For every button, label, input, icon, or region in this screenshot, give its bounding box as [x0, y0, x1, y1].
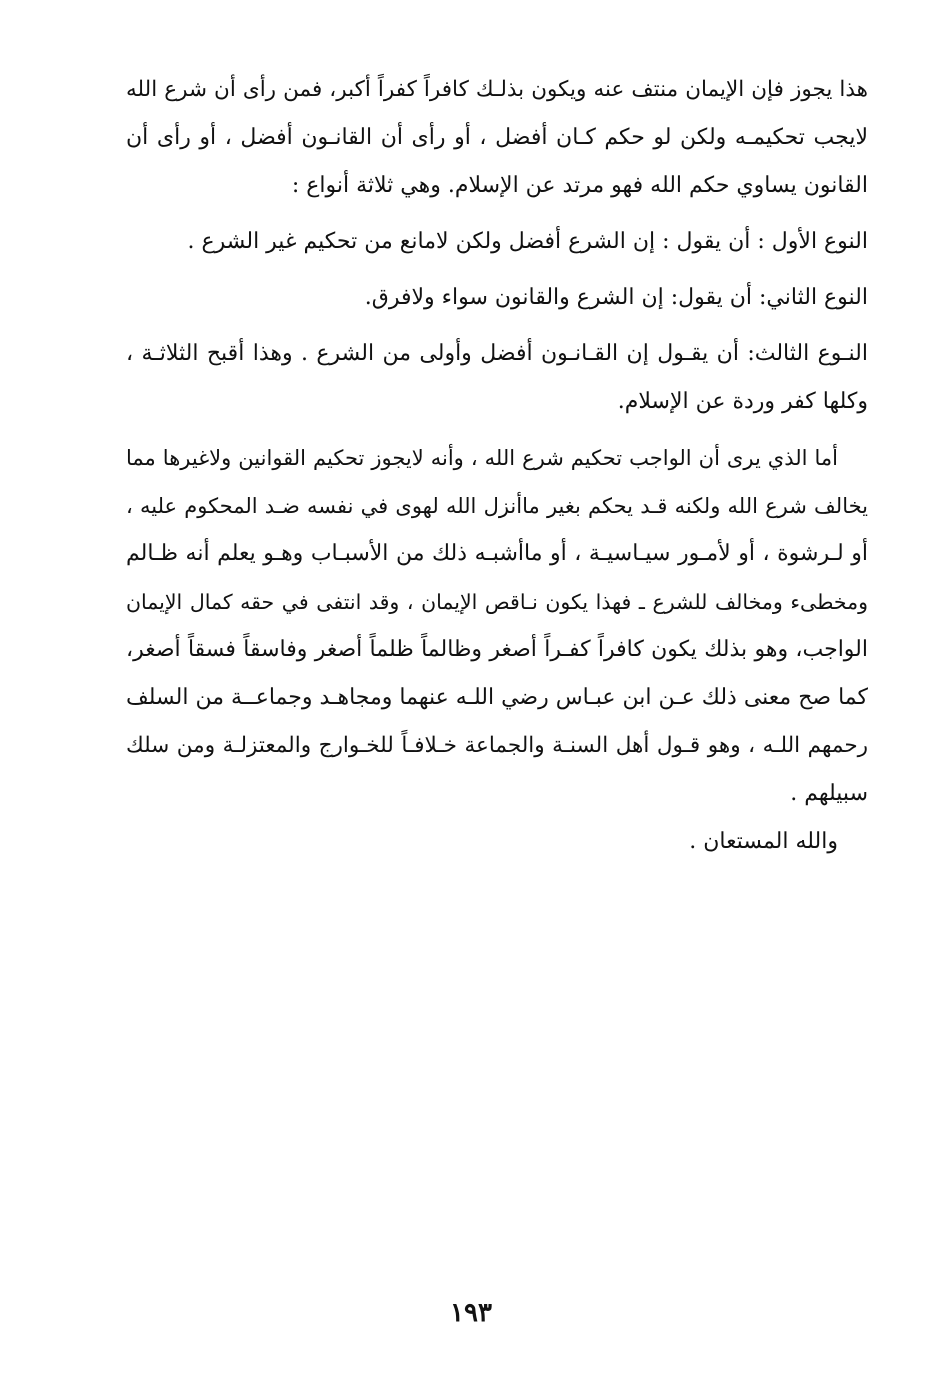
text-line: يخالف شرع الله ولكنه قـد يحكم بغير ماأنزل الله لهوى في نفسه ضـد المحكوم عليه ، [126, 494, 868, 518]
text-line: القانون يساوي حكم الله فهو مرتد عن الإسلام. وهي ثلاثة أنواع : [291, 173, 868, 198]
text-line: النـوع الثالث: أن يقـول إن القـانـون أفضل وأولى من الشرع . وهذا أقبح الثلاثـة ، [126, 341, 868, 366]
text-line: والله المستعان . [689, 829, 838, 854]
text-line: كما صح معنى ذلك عـن ابن عبـاس رضي اللـه عنهما ومجاهـد وجماعــة من السلف [126, 685, 868, 710]
text-line: رحمهم اللـه ، وهو قـول أهل السنـة والجماعة خـلافـاً للخـوارج والمعتزلـة ومن سلك [126, 733, 868, 758]
page-body [126, 66, 868, 866]
text-line: أما الذي يرى أن الواجب تحكيم شرع الله ، وأنه لايجوز تحكيم القوانين ولاغيرها مما [126, 446, 838, 470]
text-line: ومخطىء ومخالف للشرع ـ فهذا يكون نـاقص الإيمان ، وقد انتفى في حقه كمال الإيمان [126, 590, 868, 614]
text-line: النوع الأول : أن يقول : إن الشرع أفضل ولكن لامانع من تحكيم غير الشرع . [187, 229, 868, 254]
text-line: هذا يجوز فإن الإيمان منتف عنه ويكون بذلـك كافراً كفراً أكبر، فمن رأى أن شرع الله [126, 77, 868, 102]
text-line: الواجب، وهو بذلك يكون كافراً كفـراً أصغر وظالماً ظلماً أصغر وفاسقاً فسقاً أصغر، [126, 637, 868, 662]
text-line: النوع الثاني: أن يقول: إن الشرع والقانون سواء ولافرق. [364, 285, 868, 310]
text-line: لايجب تحكيمـه ولكن لو حكم كـان أفضل ، أو رأى أن القانـون أفضل ، أو رأى أن [126, 125, 868, 150]
page-number: ١٩٣ [450, 1298, 492, 1328]
text-line: وكلها كفر وردة عن الإسلام. [617, 389, 868, 414]
text-line: سبيلهم . [790, 781, 868, 806]
text-line: أو لـرشوة ، أو لأمـور سيـاسيـة ، أو ماأشبـه ذلك من الأسبـاب وهـو يعلم أنه ظـالم [126, 541, 868, 566]
